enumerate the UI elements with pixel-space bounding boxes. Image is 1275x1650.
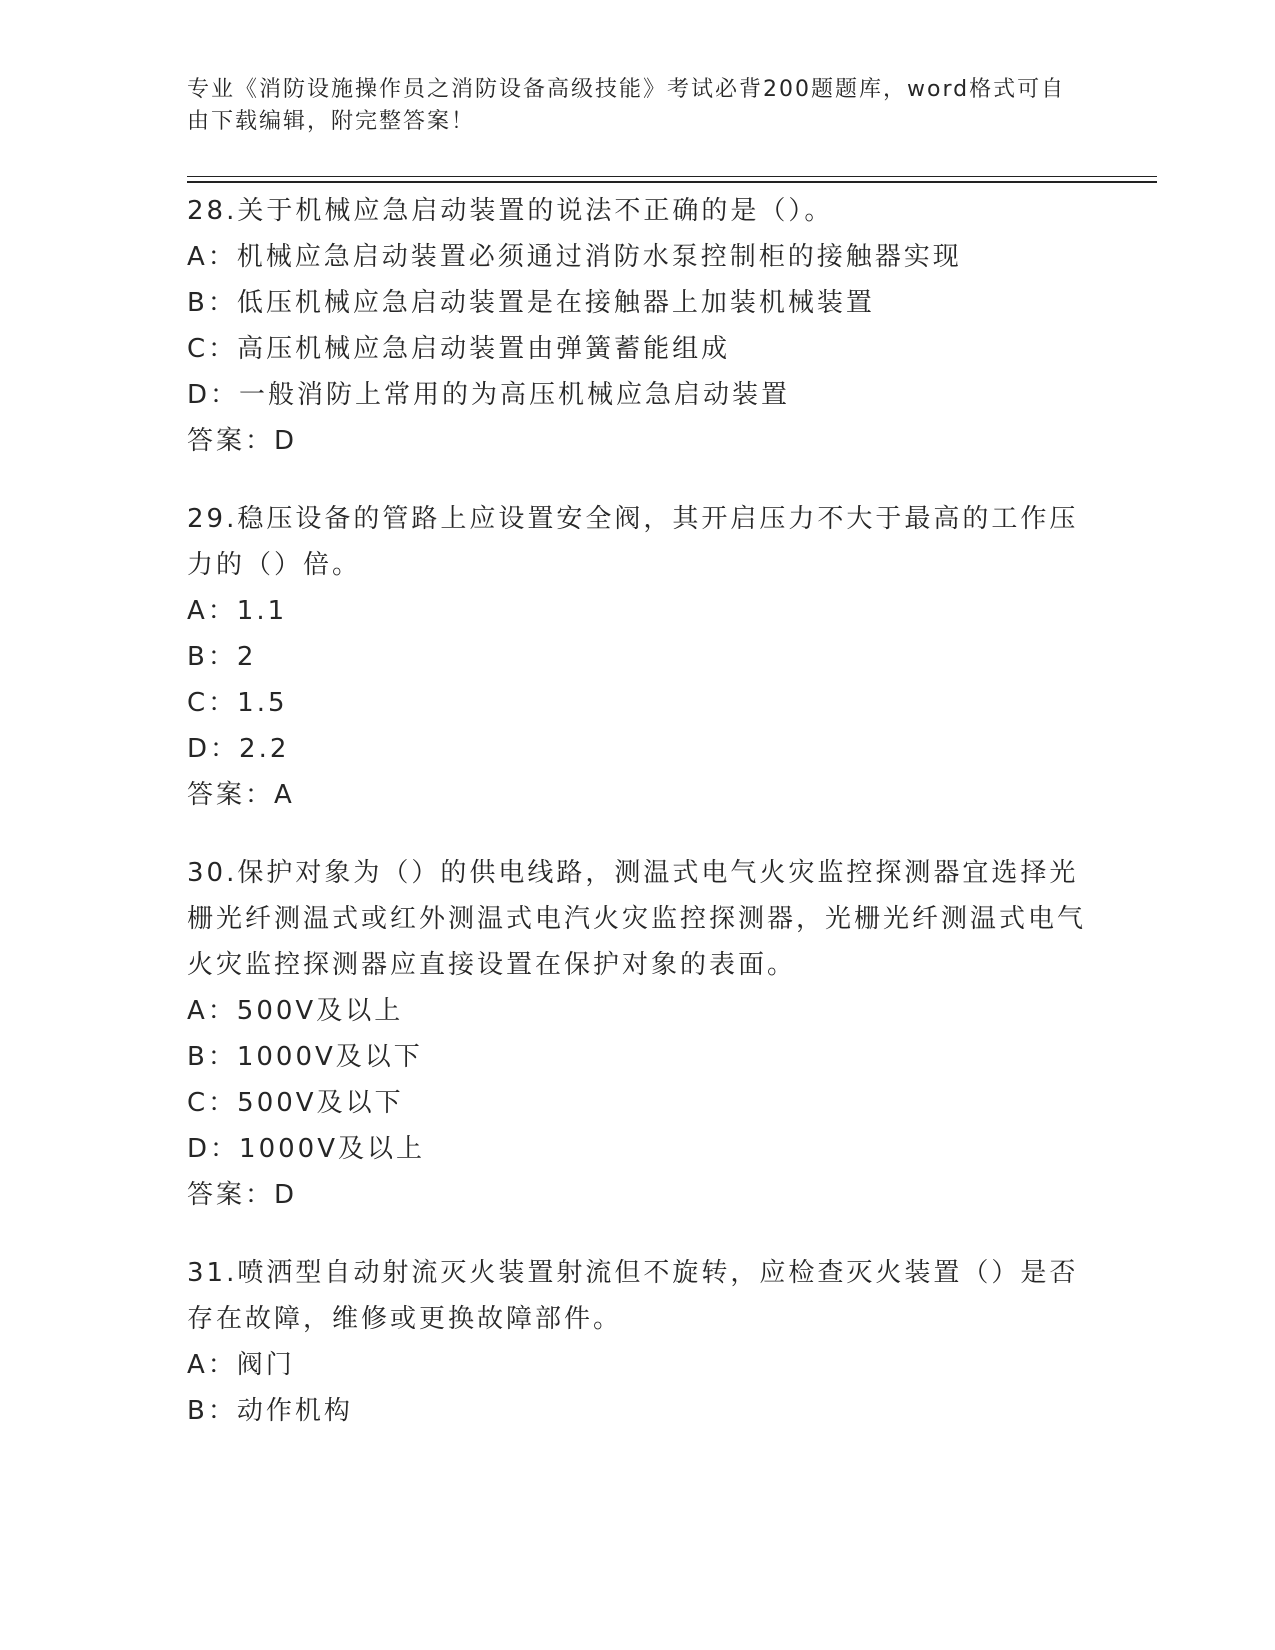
option-a: A：机械应急启动装置必须通过消防水泵控制柜的接触器实现 [187,242,962,272]
option-d: D：1000V及以上 [187,1134,425,1164]
answer-line: 答案：A [187,780,295,810]
answer-line: 答案：D [187,1180,298,1210]
document-header: 专业《消防设施操作员之消防设备高级技能》考试必背200题题库，word格式可自由下载编辑，附完整答案！ [187,77,1066,134]
header-divider-thick [187,181,1157,183]
option-b: B：2 [187,642,257,672]
option-c: C：500V及以下 [187,1088,404,1118]
option-a: A：500V及以上 [187,996,404,1026]
option-d: D：一般消防上常用的为高压机械应急启动装置 [187,380,791,410]
question-list [187,188,1087,1466]
option-a: A：1.1 [187,596,288,626]
option-c: C：1.5 [187,688,288,718]
answer-line: 答案：D [187,426,298,456]
option-d: D：2.2 [187,734,290,764]
option-b: B：动作机构 [187,1396,353,1426]
question-text: 28.关于机械应急启动装置的说法不正确的是（）。 [187,196,834,226]
question-item [187,850,1087,1218]
option-b: B：低压机械应急启动装置是在接触器上加装机械装置 [187,288,875,318]
question-text: 29.稳压设备的管路上应设置安全阀，其开启压力不大于最高的工作压力的（）倍。 [187,504,1079,580]
question-item [187,188,1087,464]
question-text: 30.保护对象为（）的供电线路，测温式电气火灾监控探测器宜选择光栅光纤测温式或红外测温式电汽火灾监控探测器，光栅光纤测温式电气火灾监控探测器应直接设置在保护对象的表面。 [187,858,1087,980]
option-a: A：阀门 [187,1350,295,1380]
question-text: 31.喷洒型自动射流灭火装置射流但不旋转，应检查灭火装置（）是否存在故障，维修或更换故障部件。 [187,1258,1079,1334]
option-c: C：高压机械应急启动装置由弹簧蓄能组成 [187,334,731,364]
header-divider-thin [187,176,1157,177]
option-b: B：1000V及以下 [187,1042,423,1072]
question-item [187,1250,1087,1434]
question-item [187,496,1087,818]
